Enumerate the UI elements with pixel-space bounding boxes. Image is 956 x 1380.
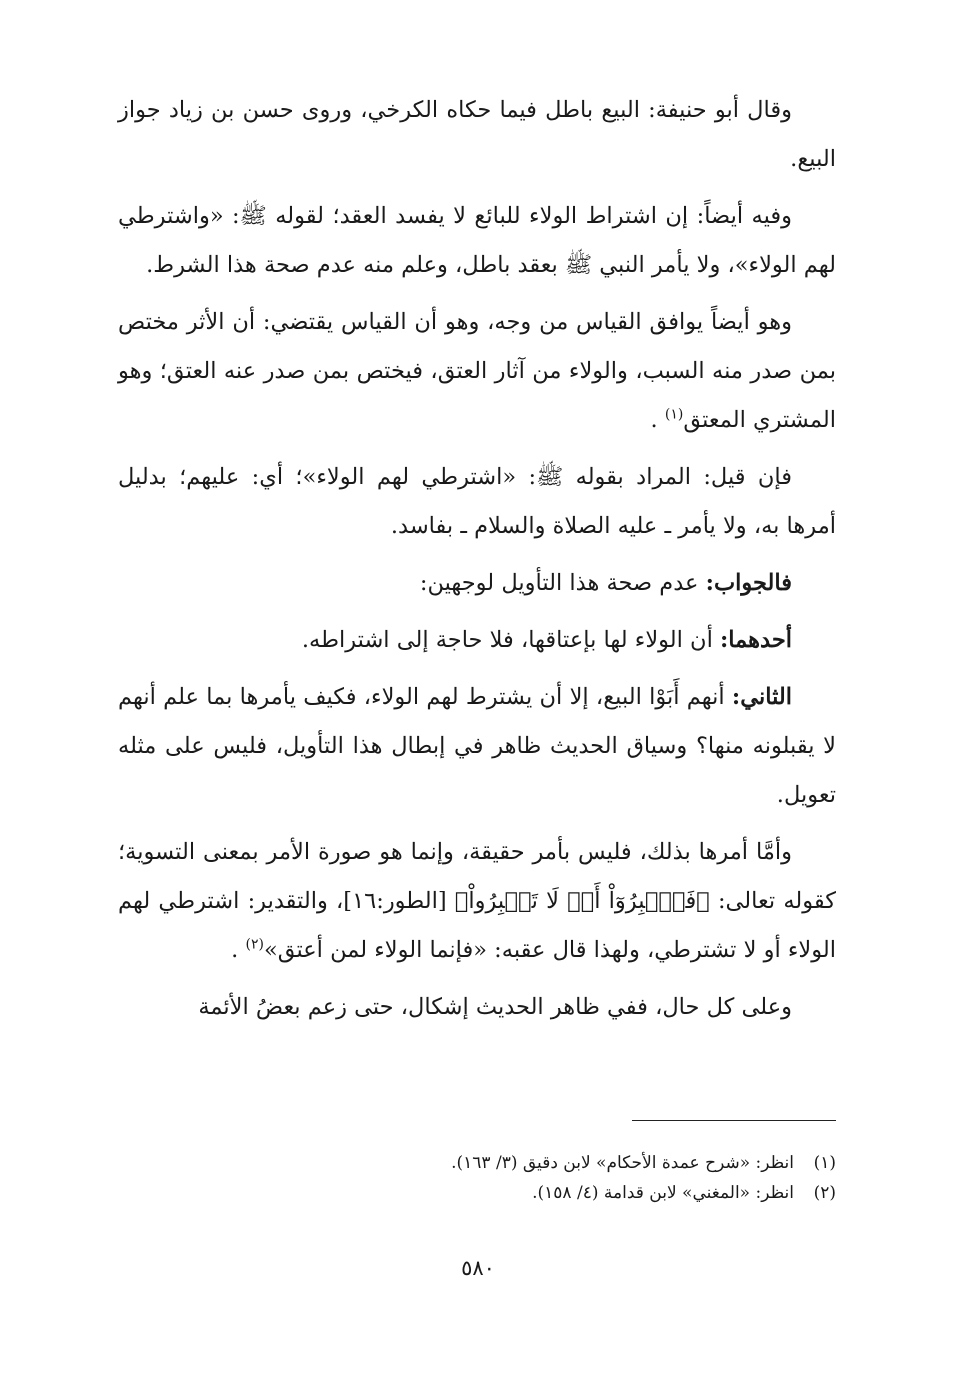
footnote-marker: (٢) <box>245 936 264 953</box>
paragraph: وقال أبو حنيفة: البيع باطل فيما حكاه الكرخي، وروى حسن بن زياد جواز البيع. <box>118 97 836 172</box>
paragraph: وعلى كل حال، ففي ظاهر الحديث إشكال، حتى زعم بعضُ الأئمة <box>198 994 792 1020</box>
paragraph: وفيه أيضاً: إن اشتراط الولاء للبائع لا يفسد العقد؛ لقوله ﷺ: «واشترطي لهم الولاء»، ولا يأمر النبي ﷺ بعقد باطل، وعلم منه عدم صحة هذا الشرط. <box>118 203 836 278</box>
footnote-number: (١) <box>813 1153 836 1173</box>
lead-term: الثاني: <box>731 684 792 710</box>
page-body <box>118 86 836 1032</box>
paragraph: أحدهما: أن الولاء لها بإعتاقها، فلا حاجة إلى اشتراطه. <box>301 627 792 653</box>
footnote <box>300 1178 836 1208</box>
footnote-text: انظر: «المغني» لابن قدامة (٤/ ١٥٨). <box>532 1183 794 1203</box>
paragraph: وأمَّا أمرها بذلك، فليس بأمر حقيقة، وإنما هو صورة الأمر بمعنى التسوية؛ كقوله تعالى: ﴿فَٱصۡبِرُوٓاْ أَوۡ لَا تَصۡبِرُواْ﴾ [الطور:١٦]، والتقدير: اشترطي لهم الولاء أو لا تشترطي، ولهذا قال عقبه: «فإنما الولاء لمن أعتق»$^{(٢)}$ . <box>118 839 836 963</box>
footnote-text: انظر: «شرح عمدة الأحكام» لابن دقيق (٣/ ١٦٣). <box>451 1153 794 1173</box>
lead-term: فالجواب: <box>705 570 792 596</box>
footnote-number: (٢) <box>813 1183 836 1203</box>
lead-term: أحدهما: <box>719 627 792 653</box>
paragraph: فإن قيل: المراد بقوله ﷺ: «اشترطي لهم الولاء»؛ أي: عليهم؛ بدليل أمرها به، ولا يأمر ـ عليه الصلاة والسلام ـ بفاسد. <box>118 464 836 539</box>
paragraph: الثاني: أنهم أَبَوْا البيع، إلا أن يشترط لهم الولاء، فكيف يأمرها بما علم أنهم لا يقبلونه منها؟ وسياق الحديث ظاهر في إبطال هذا التأويل، فليس على مثله تعويل. <box>118 684 836 808</box>
paragraph: وهو أيضاً يوافق القياس من وجه، وهو أن القياس يقتضي: أن الأثر مختص بمن صدر منه السبب، والولاء من آثار العتق، فيختص بمن صدر عنه العتق؛ وهو المشتري المعتق$^{(١)}$ . <box>118 309 836 433</box>
footnote-divider <box>632 1120 836 1121</box>
page-number: ٥٨٠ <box>461 1256 495 1280</box>
paragraph: فالجواب: عدم صحة هذا التأويل لوجهين: <box>419 570 792 596</box>
footnote <box>300 1148 836 1178</box>
footnote-marker: (١) <box>664 406 684 423</box>
footnotes <box>300 1148 836 1208</box>
